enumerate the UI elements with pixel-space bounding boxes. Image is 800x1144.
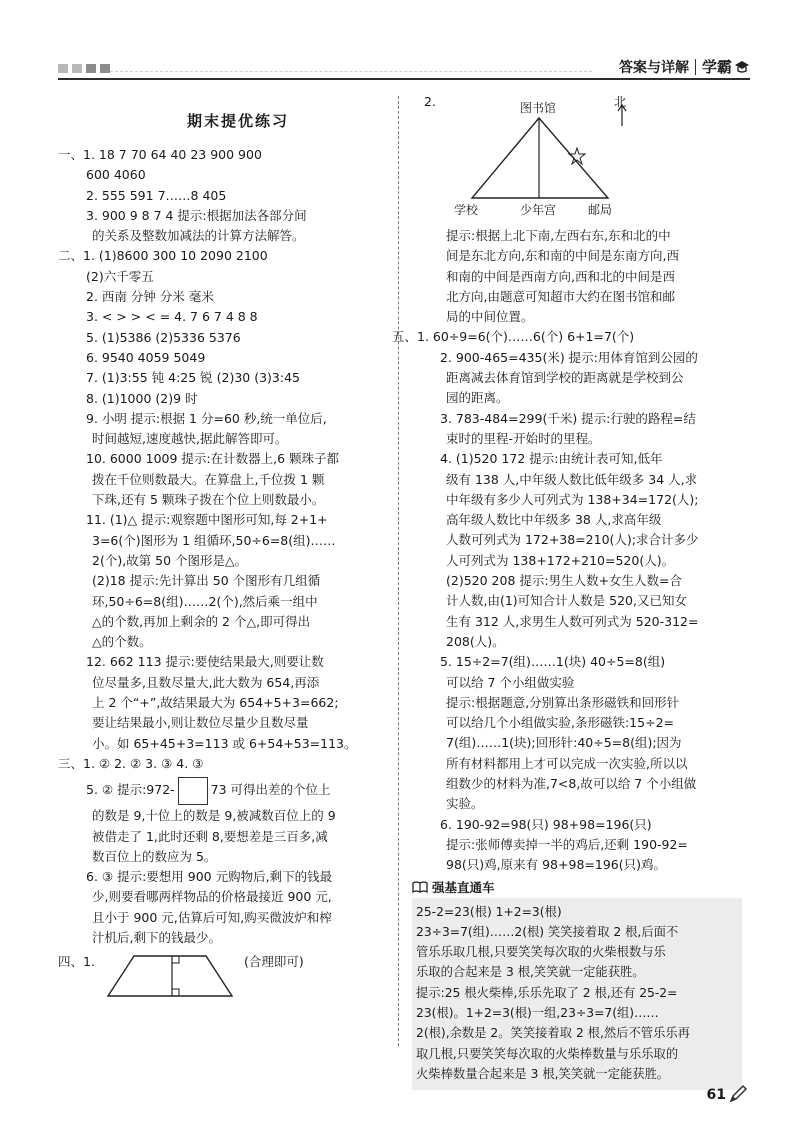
answer-line: 园的距离。	[446, 390, 509, 406]
answer-line: 3=6(个)图形为 1 组循环,50÷6=8(组)……	[92, 532, 336, 548]
answer-line: 五、1. 60÷9=6(个)……6(个) 6+1=7(个)	[392, 329, 635, 345]
column-divider	[398, 96, 399, 1046]
train-line: 23÷3=7(组)……2(根) 笑笑接着取 2 根,后面不	[416, 924, 679, 939]
answer-line: 2(个),故第 50 个图形是△。	[92, 552, 248, 568]
answer-line: 汁机后,剩下的钱最少。	[92, 929, 221, 945]
answer-line: 5. 15÷2=7(组)……1(块) 40÷5=8(组)	[440, 654, 666, 670]
header-brand	[702, 56, 750, 77]
train-line: 提示:25 根火柴棒,乐乐先取了 2 根,还有 25-2=	[416, 985, 678, 1000]
answer-line: 98(只)鸡,原来有 98+98=196(只)鸡。	[446, 857, 666, 873]
answer-line: 数百位上的数应为 5。	[92, 848, 217, 864]
answer-line: 小。如 65+45+3=113 或 6+54+53=113。	[92, 735, 357, 751]
answer-line: 高年级人数比中年级多 38 人,求高年级	[446, 512, 662, 528]
answer-line: 距离减去体育馆到学校的距离就是学校到公	[446, 370, 684, 386]
answer-line: 10. 6000 1009 提示:在计数器上,6 颗珠子都	[86, 451, 340, 467]
answer-line: 下珠,还有 5 颗珠子拨在个位上则数最小。	[92, 492, 325, 508]
header-rule	[58, 78, 750, 80]
brand-text: 学霸	[701, 58, 732, 76]
answer-line: 的数是 9,十位上的数是 9,被减数百位上的 9	[92, 808, 336, 824]
answer-line: 上 2 个“+”,故结果最大为 654+5+3=662;	[92, 695, 339, 711]
trapezoid-figure	[104, 952, 236, 1000]
label-school: 学校	[454, 203, 479, 217]
answer-line: 局的中间位置。	[446, 309, 534, 325]
answer-line: 11. (1)△ 提示:观察题中图形可知,每 2+1+	[86, 512, 328, 528]
answer-line: 2. 西南 分钟 分米 毫米	[86, 289, 214, 305]
answer-line: △的个数,再加上剩余的 2 个△,即可得出	[92, 613, 311, 629]
answer-line: 级有 138 人,中年级人数比低年级多 34 人,求	[446, 471, 698, 487]
header-decoration	[58, 64, 110, 73]
answer-line: 要让结果最小,则让数位尽量少且数尽量	[92, 715, 309, 731]
answer-line: 被借走了 1,此时还剩 8,要想差是三百多,减	[92, 828, 328, 844]
map-lines	[412, 92, 742, 210]
answer-line: 7. (1)3:55 钝 4:25 锐 (2)30 (3)3:45	[86, 370, 301, 386]
train-line: 火柴棒数量合起来是 3 根,笑笑就一定能获胜。	[416, 1066, 670, 1081]
answer-line: 束时的里程-开始时的里程。	[446, 430, 601, 446]
answer-line: 6. ③ 提示:要想用 900 元购物后,剩下的钱最	[86, 869, 333, 885]
answer-line: △的个数。	[92, 634, 152, 650]
answer-line: 环,50÷6=8(组)……2(个),然后乘一组中	[92, 593, 318, 609]
answer-line: 2. 900-465=435(米) 提示:用体育馆到公园的	[440, 349, 698, 365]
answer-line: 和南的中间是西南方向,西和北的中间是西	[446, 268, 675, 284]
answer-line: 实验。	[446, 796, 484, 812]
header-dashed-line	[110, 71, 592, 72]
train-line: 23(根)。1+2=3(根)一组,23÷3=7(组)……	[416, 1005, 659, 1020]
answer-line: 时间越短,速度越快,据此解答即可。	[92, 431, 288, 447]
label-youth-palace: 少年宫	[520, 203, 557, 217]
train-line: 取几根,只要笑笑每次取的火柴棒数量与乐乐取的	[416, 1046, 679, 1061]
answer-line: 7(组)……1(块);回形针:40÷5=8(组);因为	[446, 735, 682, 751]
q4-row	[58, 952, 388, 1004]
pencil-icon	[728, 1084, 748, 1104]
answer-line: 中年级有多少人可列式为 138+34=172(人);	[446, 491, 699, 507]
book-icon	[412, 881, 428, 893]
right-column	[392, 92, 742, 1090]
graduation-cap-icon	[734, 60, 750, 74]
answer-line: (2)六千零五	[86, 268, 154, 284]
answer-line: 少,则要看哪两样物品的价格最接近 900 元,	[92, 889, 332, 905]
map-diagram	[412, 92, 742, 217]
answer-line: 可以给 7 个小组做实验	[446, 674, 575, 690]
train-title: 强基直通车	[432, 879, 495, 895]
header-separator	[695, 59, 696, 75]
label-north: 北	[614, 95, 627, 109]
answer-line-with-box	[58, 774, 388, 806]
q4-label: 四、1.	[58, 954, 95, 970]
answer-line: 北方向,由题意可知超市大约在图书馆和邮	[446, 288, 675, 304]
train-heading	[412, 878, 742, 896]
blank-box	[178, 777, 208, 805]
page-number: 61	[706, 1087, 726, 1103]
answer-line: 且小于 900 元,估算后可知,购买微波炉和榨	[92, 909, 332, 925]
header-right	[619, 56, 750, 77]
diagram-number: 2.	[424, 94, 436, 109]
answer-line: (2)18 提示:先计算出 50 个图形有几组循	[92, 573, 321, 589]
answer-line: 8. (1)1000 (2)9 时	[86, 390, 198, 406]
answer-line: 间是东北方向,东和南的中间是东南方向,西	[446, 248, 679, 264]
answer-line: 3. 783-484=299(千米) 提示:行驶的路程=结	[440, 410, 696, 426]
answer-line: 一、1. 18 7 70 64 40 23 900 900	[58, 147, 262, 162]
answer-line: 三、1. ② 2. ② 3. ③ 4. ③	[58, 755, 204, 771]
answer-line: 2. 555 591 7……8 405	[86, 187, 227, 203]
header-title: 答案与详解	[618, 59, 689, 76]
q3-5-suffix: 73 可得出差的个位上	[210, 782, 331, 798]
answer-line: 9. 小明 提示:根据 1 分=60 秒,统一单位后,	[86, 410, 327, 426]
answer-line: 二、1. (1)8600 300 10 2090 2100	[58, 248, 268, 264]
label-library: 图书馆	[520, 101, 557, 115]
answer-line: 的关系及整数加减法的计算方法解答。	[92, 228, 305, 244]
answer-line: 所有材料都用上才可以完成一次实验,所以以	[446, 755, 688, 771]
train-line: 2(根),余数是 2。笑笑接着取 2 根,然后不管乐乐再	[416, 1026, 690, 1041]
page-title: 期末提优练习	[186, 112, 289, 130]
train-line: 乐取的合起来是 3 根,笑笑就一定能获胜。	[416, 965, 645, 980]
answer-line: 6. 9540 4059 5049	[86, 349, 206, 365]
answer-line: 12. 662 113 提示:要使结果最大,则要让数	[86, 654, 324, 670]
answer-line: 600 4060	[86, 167, 146, 183]
answer-line: 位尽量多,且数尽量大,此大数为 654,再添	[92, 674, 320, 690]
label-post-office: 邮局	[588, 203, 613, 217]
answer-line: 计人数,由(1)可知合计人数是 520,又已知女	[446, 593, 687, 609]
answer-line: 3. 900 9 8 7 4 提示:根据加法各部分间	[86, 207, 307, 223]
answer-line: 提示:根据题意,分别算出条形磁铁和回形针	[446, 694, 680, 710]
answer-line: 可以给几个小组做实验,条形磁铁:15÷2=	[446, 715, 674, 731]
train-line: 管乐乐取几根,只要笑笑每次取的火柴根数与乐	[416, 945, 666, 960]
answer-line: 提示:张师傅卖掉一半的鸡后,还剩 190-92=	[446, 836, 688, 852]
answer-line: 6. 190-92=98(只) 98+98=196(只)	[440, 816, 652, 832]
answer-line: 4. (1)520 172 提示:由统计表可知,低年	[440, 451, 663, 467]
answer-line: (2)520 208 提示:男生人数+女生人数=合	[446, 573, 683, 589]
train-line: 25-2=23(根) 1+2=3(根)	[416, 904, 562, 919]
answer-line: 3. < > > < = 4. 7 6 7 4 8 8	[86, 309, 258, 325]
answer-line: 5. (1)5386 (2)5336 5376	[86, 329, 241, 345]
answer-line: 生有 312 人,求男生人数可列式为 520-312=	[446, 613, 699, 629]
train-box	[412, 898, 742, 1091]
q3-5-prefix: 5. ② 提示:972-	[86, 782, 175, 798]
answer-line: 提示:根据上北下南,左西右东,东和北的中	[446, 228, 671, 243]
answer-line: 208(人)。	[446, 633, 505, 649]
left-column	[58, 110, 388, 1004]
q4-note: (合理即可)	[244, 954, 304, 970]
answer-line: 人数可列式为 172+38=210(人);求合计多少	[446, 532, 699, 548]
answer-line: 组数少的材料为准,7<8,故可以给 7 个小组做	[446, 776, 697, 792]
answer-line: 人可列式为 138+172+210=520(人)。	[446, 552, 675, 568]
answer-line: 拨在千位则数最大。在算盘上,千位拨 1 颗	[92, 471, 325, 487]
